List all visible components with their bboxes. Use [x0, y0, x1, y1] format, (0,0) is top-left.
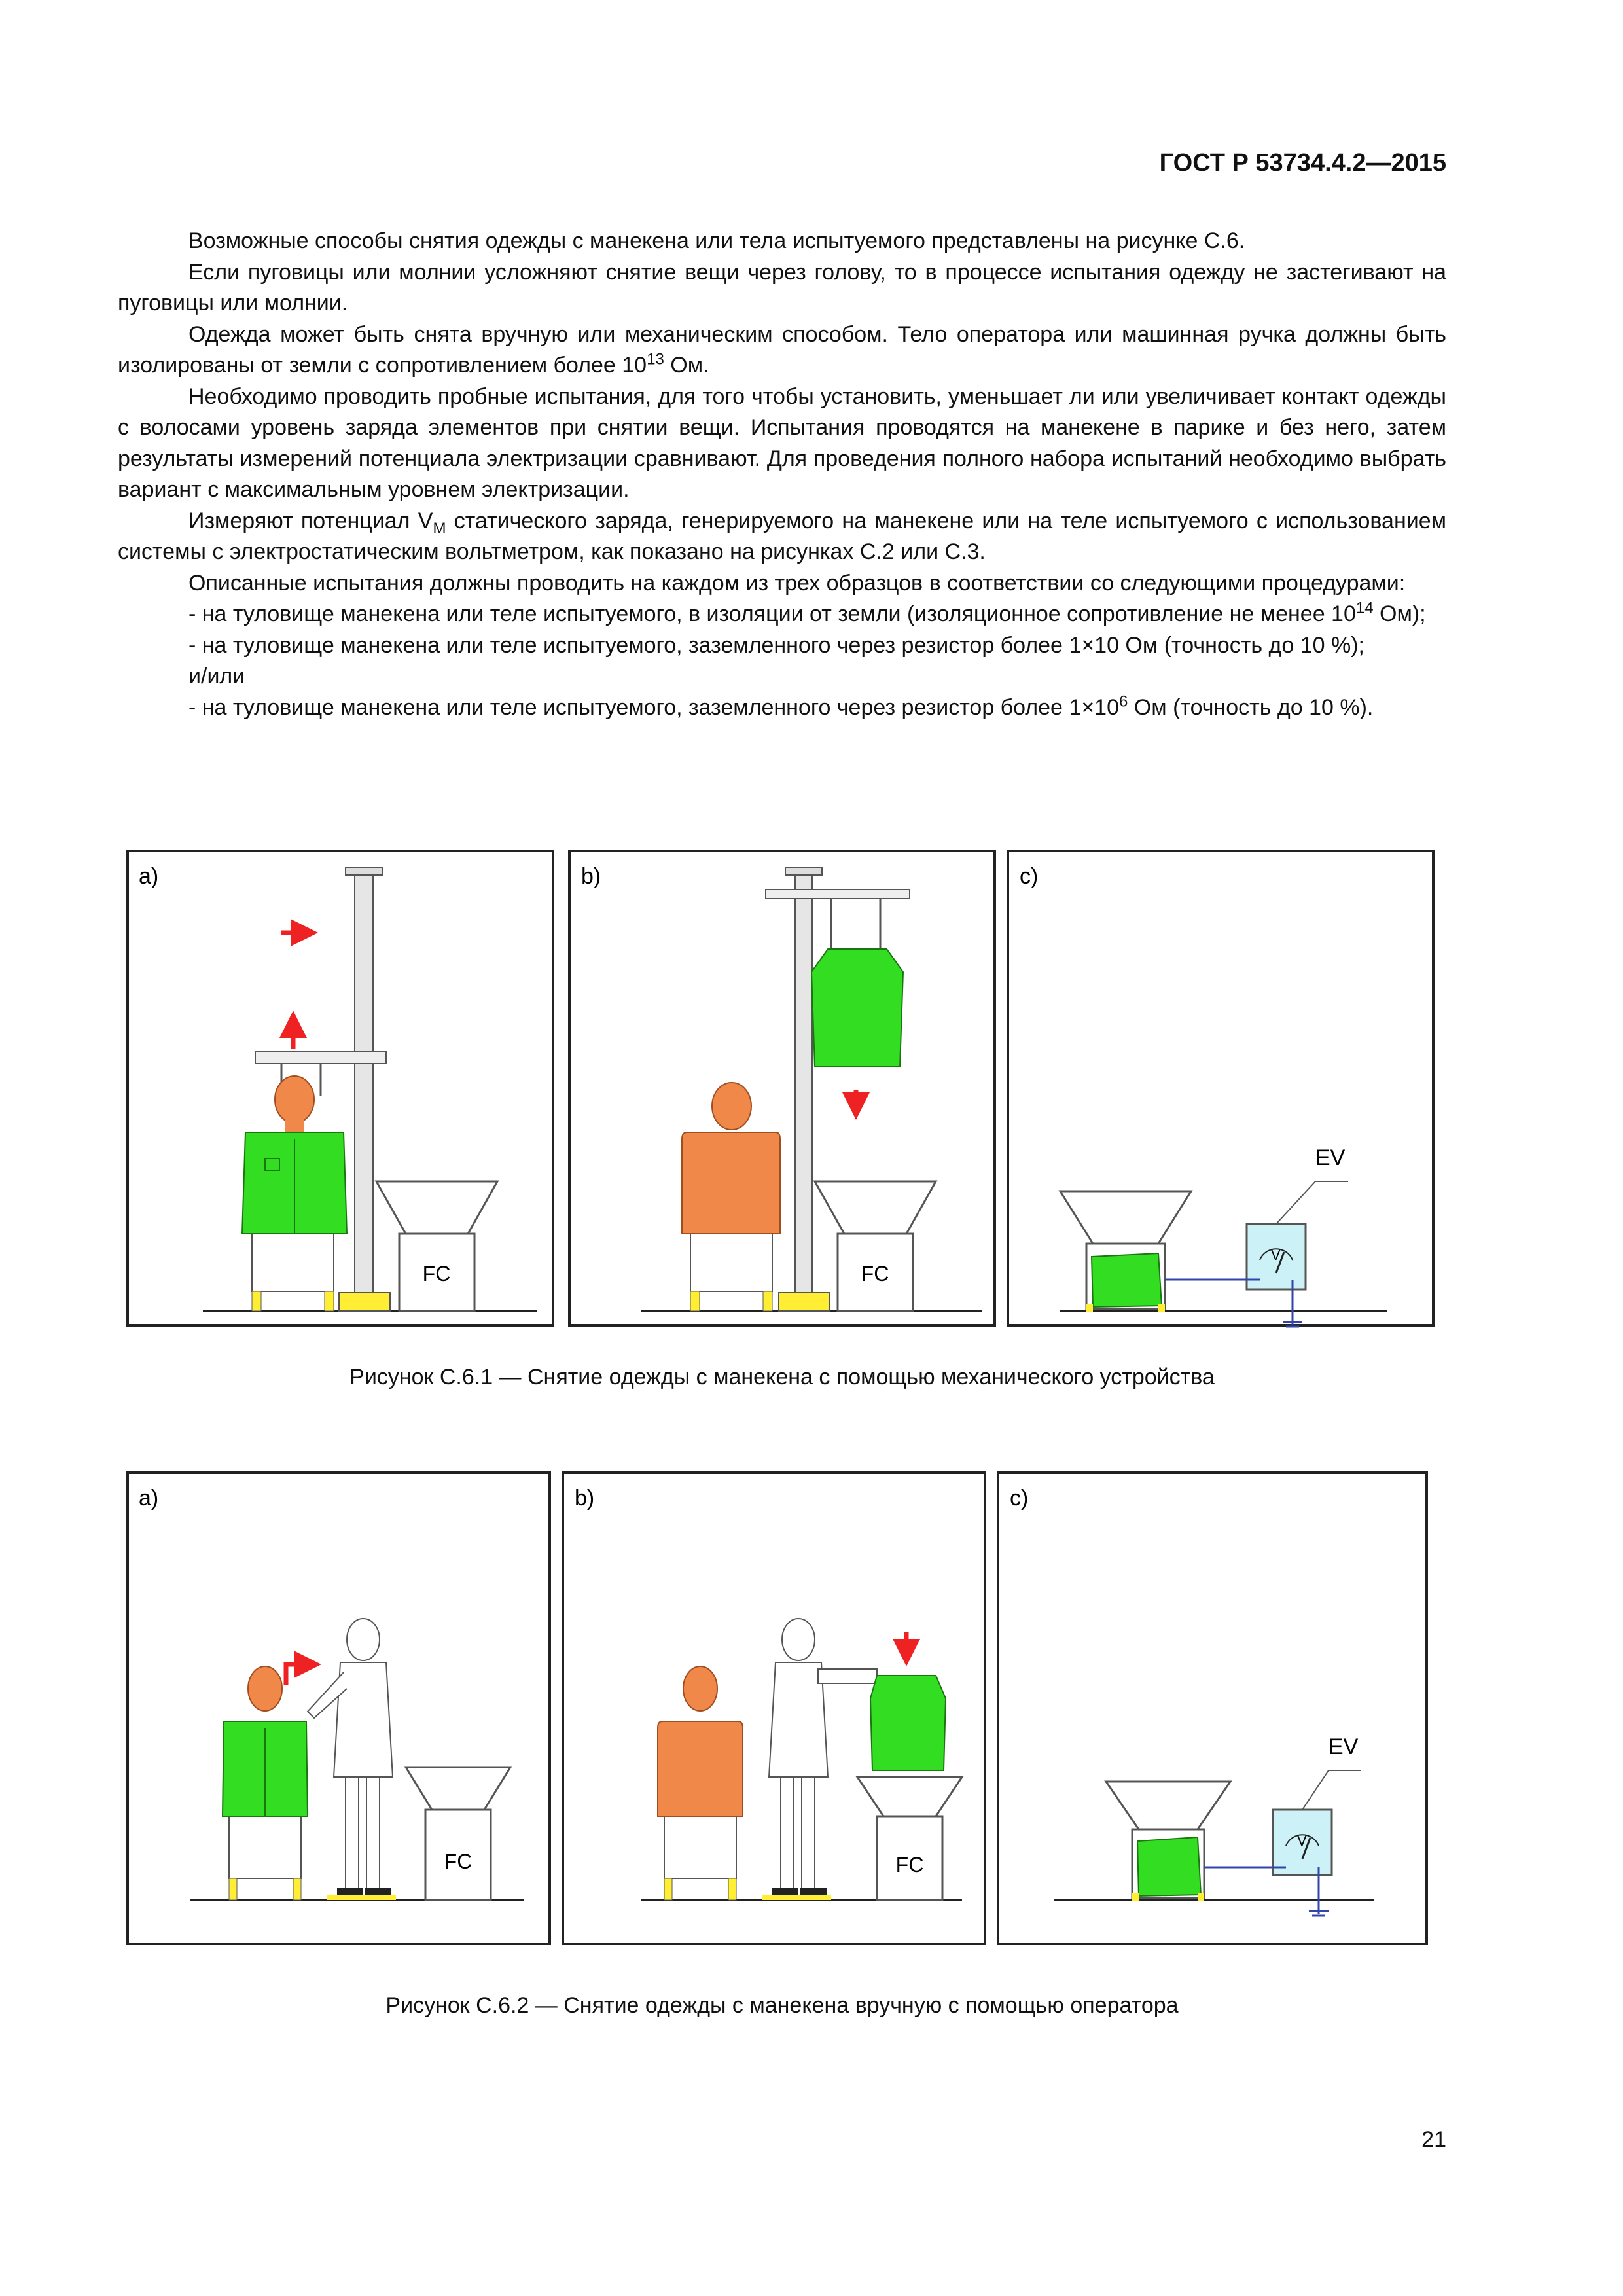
paragraph-3-text: Одежда может быть снята вручную или механическим способом. Тело оператора или машинная ручка должны быть изолированы от земли с сопротивлением более 10: [118, 321, 1446, 378]
figure-1-panel-b: [569, 851, 995, 1325]
figure-1-panel-c: [1008, 851, 1433, 1327]
svg-text:V: V: [1271, 1247, 1281, 1263]
figure-2-panel-a: [128, 1473, 550, 1944]
panel-a-label: а): [139, 1486, 159, 1511]
figure-2-caption: Рисунок С.6.2 — Снятие одежды с манекена вручную с помощью оператора: [385, 1993, 1179, 2018]
panel-c-label: с): [1010, 1486, 1029, 1511]
svg-text:V: V: [1297, 1833, 1307, 1849]
paragraph-7: [118, 599, 1446, 630]
paragraph-3-unit: Ом.: [664, 353, 709, 378]
figure-1: [118, 841, 1446, 1338]
paragraph-3-exponent: 13: [647, 350, 664, 368]
paragraph-1: Возможные способы снятия одежды с манекена или тела испытуемого представлены на рисунке С.6.: [188, 228, 1245, 253]
paragraph-7-exponent: 14: [1355, 599, 1374, 617]
figure-1-caption: Рисунок С.6.1 — Снятие одежды с манекена с помощью механического устройства: [349, 1365, 1215, 1390]
figure-2: [118, 1463, 1446, 1954]
fc-label: FC: [861, 1262, 889, 1285]
figure-1-panel-a: [128, 851, 553, 1325]
paragraph-4: Необходимо проводить пробные испытания, для того чтобы установить, уменьшает ли или увеличивает контакт одежды с волосами уровень заряда элементов при снятии вещи. Испытания проводятся на манекене в парике и без него, затем результаты измерений потенциала электризации сравнивают. Для проведения полного набора испытаний необходимо выбрать вариант с максимальным уровнем электризации.: [118, 384, 1446, 502]
paragraph-5-rest: статического заряда, генерируемого на манекене или на теле испытуемого с использованием системы с электростатическим вольтметром, как показано на рисунках С.2 или С.3.: [118, 508, 1446, 564]
paragraph-10: [118, 692, 1446, 724]
paragraph-2: Если пуговицы или молнии усложняют снятие вещи через голову, то в процессе испытания одежду не застегивают на пуговицы или молнии.: [118, 259, 1446, 315]
figure-1-drawing: [118, 841, 1446, 1338]
paragraph-8: - на туловище манекена или теле испытуемого, заземленного через резистор более 1×10 Ом (точность до 10 %);: [188, 632, 1364, 658]
panel-b-label: b): [575, 1486, 595, 1511]
paragraph-7-unit: Ом);: [1373, 601, 1426, 626]
ev-label: EV: [1329, 1734, 1359, 1759]
paragraph-5-subscript: M: [433, 519, 446, 537]
figure-2-drawing: [118, 1463, 1446, 1954]
paragraph-10-exponent: 6: [1119, 692, 1128, 711]
figure-2-panel-b: [563, 1473, 985, 1944]
page-number: 21: [1421, 2127, 1446, 2152]
figure-2-panel-c: [998, 1473, 1427, 1944]
paragraph-10-text: - на туловище манекена или теле испытуемого, заземленного через резистор более 1×10: [188, 694, 1119, 720]
panel-a-label: а): [139, 864, 159, 889]
paragraph-10-unit: Ом (точность до 10 %).: [1128, 694, 1374, 720]
paragraph-5-text: Измеряют потенциал V: [188, 508, 433, 533]
paragraph-9: и/или: [188, 664, 245, 689]
ev-label: EV: [1315, 1145, 1346, 1170]
panel-c-label: с): [1020, 864, 1039, 889]
paragraph-3: [118, 319, 1446, 382]
fc-label: FC: [895, 1853, 924, 1876]
paragraph-6: Описанные испытания должны проводить на каждом из трех образцов в соответствии со следующими процедурами:: [188, 570, 1406, 596]
panel-b-label: b): [581, 864, 601, 889]
body-text: [118, 226, 1446, 723]
fc-label: FC: [444, 1850, 473, 1873]
paragraph-7-text: - на туловище манекена или теле испытуемого, в изоляции от земли (изоляционное сопротивление не менее 10: [188, 601, 1356, 626]
paragraph-5: [118, 506, 1446, 568]
document-code: ГОСТ Р 53734.4.2—2015: [1159, 149, 1446, 177]
fc-label: FC: [422, 1262, 451, 1285]
